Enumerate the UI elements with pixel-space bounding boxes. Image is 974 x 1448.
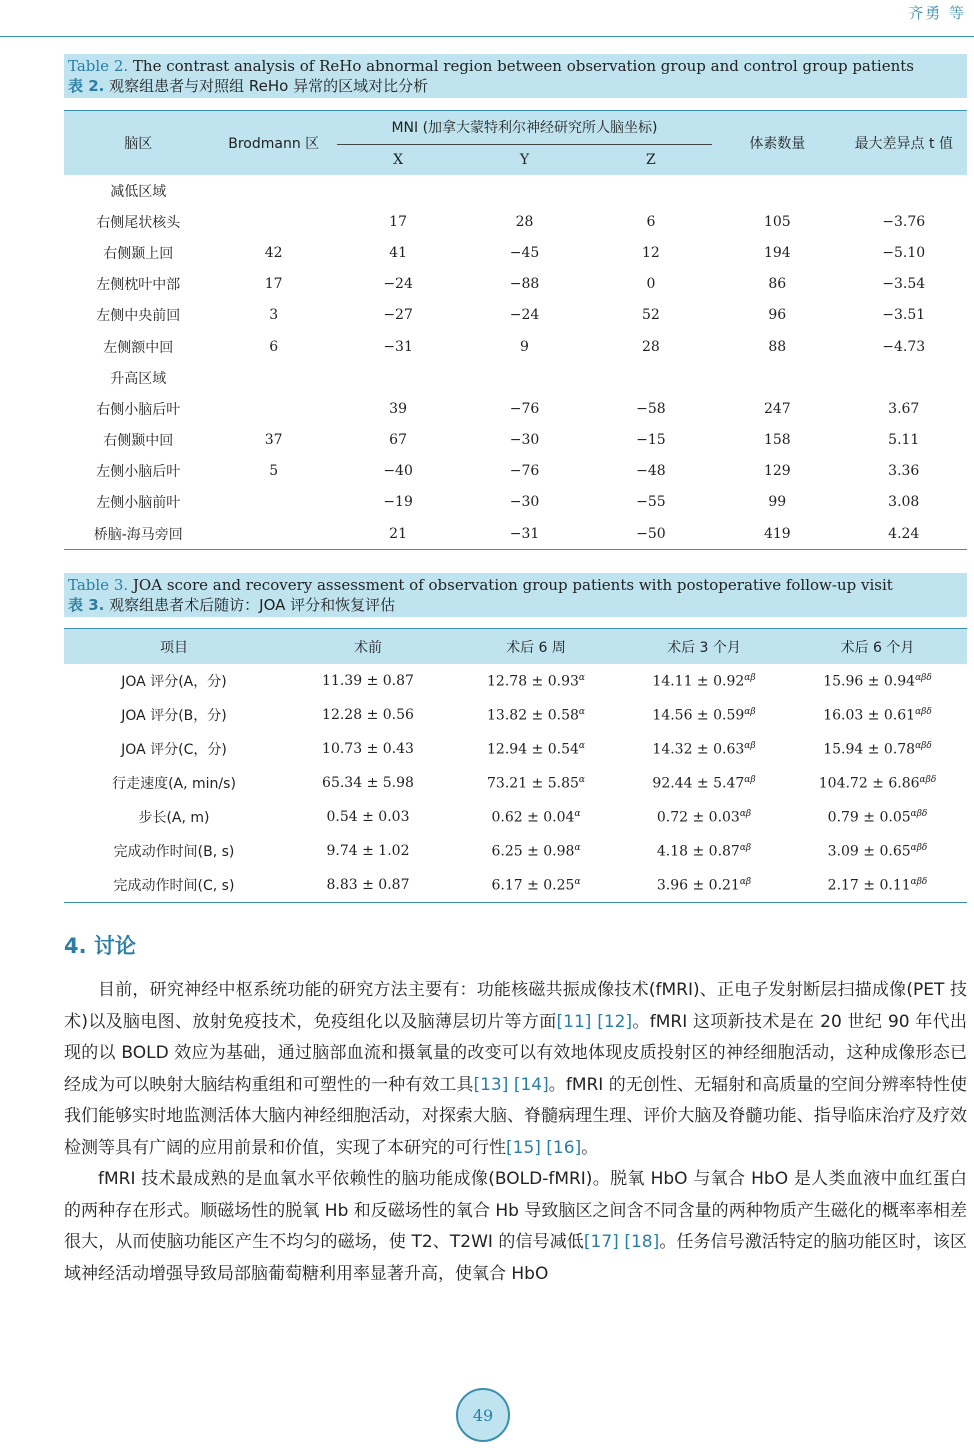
table-row	[64, 518, 967, 550]
t2-header-y: Y	[461, 145, 587, 175]
table-row	[64, 362, 967, 393]
t2-cell-z	[588, 175, 714, 206]
t2-cell-ba: 6	[269, 338, 279, 355]
table3-caption-en: JOA score and recovery assessment of observation group patients with postoperative follow-up visit	[132, 576, 893, 594]
t3-cell-item: JOA 评分(C，分)	[121, 742, 227, 758]
significance-marker: αβδ	[915, 740, 932, 751]
t3-cell-pre: 0.54 ± 0.03	[326, 809, 410, 825]
t3-cell-pre: 12.28 ± 0.56	[322, 707, 414, 723]
t3-cell-w6: $6.17 \pm 0.25^\alpha$	[452, 868, 620, 903]
citation-link[interactable]: [13] [14]	[473, 1074, 549, 1095]
table-row	[64, 456, 967, 487]
significance-marker: αβδ	[915, 672, 932, 683]
t3-cell-m3: $4.18 \pm 0.87^{\alpha\beta}$	[656, 842, 752, 860]
t2-cell-region: 左侧额中回	[103, 339, 174, 356]
t2-cell-ba	[212, 518, 334, 550]
t2-cell-x: −24	[383, 276, 413, 293]
t2-cell-y	[461, 362, 587, 393]
t2-cell-region: 右侧颞上回	[103, 245, 174, 262]
t2-cell-vox: 105	[763, 213, 791, 230]
t2-cell-z: 52	[641, 307, 660, 324]
significance-marker: α	[578, 672, 585, 683]
t2-cell-x: 41	[389, 244, 407, 261]
t2-cell-region: 左侧小脑前叶	[96, 495, 181, 512]
paragraph-1: 目前，研究神经中枢系统功能的研究方法主要有：功能核磁共振成像技术(fMRI)、正电子发射断层扫描成像(PET 技术)以及脑电图、放射免疫技术，免疫组化以及脑薄层切片等方面[11] [12]。fMRI 这项新技术是在 20 世纪 90 年代出现的以 BOLD 效应为基础，通过脑部血流和摄氧量的改变可以有效地体现皮质投射区的神经细胞活动，这种成像形态已经成为可以映射大脑结构重组和可塑性的一种有效工具[13] [14]。fMRI 的无创性、无辐射和高质量的空间分辨率特性使我们能够实时地监测活体大脑内神经细胞活动，对探索大脑、脊髓病理生理、评价大脑及脊髓功能、指导临床治疗及疗效检测等具有广阔的应用前景和价值，实现了本研究的可行性[15] [16]。	[64, 980, 968, 1158]
table2-caption-en-num: Table 2.	[68, 57, 129, 75]
t2-cell-vox: 194	[763, 244, 791, 261]
t3-cell-item: 步长(A, m)	[138, 810, 210, 826]
t2-cell-t: −4.73	[882, 338, 926, 355]
table-row	[64, 237, 967, 268]
t2-header-tmax: 最大差异点 t 值	[841, 111, 967, 176]
t2-cell-y: −30	[509, 494, 540, 511]
t2-cell-t: −5.10	[882, 244, 926, 261]
t2-cell-ba	[212, 206, 334, 237]
header-author: 齐勇 等	[908, 4, 966, 22]
t2-cell-region: 右侧尾状核头	[96, 214, 181, 231]
t2-cell-vox	[714, 175, 840, 206]
table3-caption-cn-num: 表 3.	[68, 596, 105, 614]
t2-cell-y: −31	[461, 518, 587, 550]
t3-cell-m3: $14.56 \pm 0.59^{\alpha\beta}$	[652, 706, 756, 724]
t3-cell-w6: $0.62 \pm 0.04^\alpha$	[491, 808, 581, 826]
t3-header-6w: 术后 6 周	[452, 629, 620, 665]
table2	[64, 110, 967, 550]
t2-cell-x	[335, 175, 461, 206]
t2-cell-vox: 419	[714, 518, 840, 550]
table3-caption-cn: 观察组患者术后随访：JOA 评分和恢复评估	[109, 596, 396, 614]
t2-cell-ba	[212, 393, 334, 424]
t2-cell-t: −3.76	[882, 213, 926, 230]
t2-cell-ba: 42	[264, 244, 283, 261]
t3-cell-m6: $3.09 \pm 0.65^{\alpha\beta\delta}$	[827, 842, 928, 860]
t2-header-x: X	[335, 145, 461, 175]
t3-cell-m6: $0.79 \pm 0.05^{\alpha\beta\delta}$	[827, 808, 928, 826]
table2-caption-cn-num: 表 2.	[68, 77, 105, 95]
t3-cell-pre: 8.83 ± 0.87	[284, 868, 452, 903]
t3-cell-pre: 65.34 ± 5.98	[322, 775, 414, 791]
t2-cell-x: 17	[389, 213, 407, 230]
t2-cell-z: −15	[636, 432, 666, 449]
t2-cell-region: 右侧颞中回	[103, 433, 174, 450]
t3-cell-w6: $12.78 \pm 0.93^\alpha$	[487, 672, 585, 690]
t3-cell-m6: $2.17 \pm 0.11^{\alpha\beta\delta}$	[788, 868, 967, 903]
t2-cell-x	[335, 362, 461, 393]
t3-cell-item: 行走速度(A, min/s)	[112, 776, 236, 792]
t2-cell-region: 左侧中央前回	[96, 308, 181, 325]
t2-cell-vox: 86	[768, 276, 787, 293]
t2-cell-vox: 129	[763, 463, 791, 480]
t3-cell-item: JOA 评分(B，分)	[121, 708, 227, 724]
t3-cell-m3: $14.11 \pm 0.92^{\alpha\beta}$	[652, 672, 756, 690]
table-row	[64, 766, 967, 800]
body-text	[64, 975, 967, 1290]
t2-cell-region: 左侧小脑后叶	[96, 464, 181, 481]
t2-header-voxels: 体素数量	[714, 111, 840, 176]
t2-cell-ba	[212, 362, 334, 393]
t3-cell-m3: $0.72 \pm 0.03^{\alpha\beta}$	[656, 808, 752, 826]
t2-cell-z: −48	[636, 463, 666, 480]
t3-cell-pre: 9.74 ± 1.02	[326, 843, 410, 859]
t2-cell-z: −55	[636, 494, 666, 511]
table-row	[64, 698, 967, 732]
significance-marker: αβδ	[915, 706, 932, 717]
page-number: 49	[456, 1388, 510, 1442]
t2-cell-t: −3.51	[882, 307, 926, 324]
t2-header-region: 脑区	[64, 111, 212, 176]
t2-header-mni: MNI (加拿大蒙特利尔神经研究所人脑坐标)	[335, 111, 714, 146]
significance-marker: αβ	[744, 774, 756, 785]
t2-cell-y: −24	[509, 307, 540, 324]
significance-marker: αβ	[744, 740, 756, 751]
significance-marker: α	[578, 774, 585, 785]
t3-header-item: 项目	[64, 629, 284, 665]
t2-cell-y	[461, 175, 587, 206]
significance-marker: αβ	[739, 842, 752, 853]
t2-cell-region: 桥脑-海马旁回	[64, 518, 212, 550]
t3-cell-item: JOA 评分(A，分)	[121, 674, 227, 690]
table-row	[64, 834, 967, 868]
table-row	[64, 800, 967, 834]
t3-cell-m3: $3.96 \pm 0.21^{\alpha\beta}$	[620, 868, 788, 903]
t2-cell-ba	[212, 175, 334, 206]
t3-cell-w6: $12.94 \pm 0.54^\alpha$	[487, 740, 585, 758]
table-row	[64, 487, 967, 518]
t2-cell-ba: 17	[264, 276, 283, 293]
t2-cell-y: −76	[509, 463, 540, 480]
t2-cell-z: 0	[646, 276, 656, 293]
t2-cell-vox: 158	[763, 432, 791, 449]
table3	[64, 628, 967, 903]
table-row	[64, 868, 967, 903]
t2-cell-x: −19	[383, 494, 413, 511]
t2-cell-z: 28	[641, 338, 660, 355]
t2-header-brodmann: Brodmann 区	[212, 111, 334, 176]
citation-link[interactable]: [15] [16]	[506, 1137, 582, 1158]
table-row	[64, 393, 967, 424]
t2-cell-t: −3.54	[882, 276, 926, 293]
table-row	[64, 269, 967, 300]
t2-cell-z: 12	[641, 244, 660, 261]
table2-caption-en: The contrast analysis of ReHo abnormal region between observation group and control group patients	[132, 57, 914, 75]
paragraph-2: fMRI 技术最成熟的是血氧水平依赖性的脑功能成像(BOLD-fMRI)。脱氧 HbO 与氧合 HbO 是人类血液中血红蛋白的两种存在形式。顺磁场性的脱氧 Hb 和反磁场性的氧合 Hb 导致脑区之间含不同含量的两种物质产生磁化的概率率相差很大，从而使脑功能区产生不均匀的磁场，使 T2、T2WI 的信号减低[17] [18]。任务信号激活特定的脑功能区时，该区域神经活动增强导致局部脑葡萄糖利用率显著升高，使氧合 HbO	[64, 1169, 968, 1284]
t3-cell-item: 完成动作时间(C, s)	[64, 868, 284, 903]
t2-cell-x: −40	[383, 463, 413, 480]
t3-cell-m3: $92.44 \pm 5.47^{\alpha\beta}$	[652, 774, 756, 792]
t3-cell-item: 完成动作时间(B, s)	[113, 844, 235, 860]
table-row	[64, 664, 967, 698]
significance-marker: αβδ	[910, 842, 928, 853]
t2-cell-vox	[714, 362, 840, 393]
significance-marker: αβδ	[919, 774, 937, 785]
t2-cell-z: −58	[636, 400, 666, 417]
t2-cell-t	[841, 175, 967, 206]
t2-cell-ba: 5	[269, 463, 279, 480]
table-row	[64, 300, 967, 331]
t2-cell-ba: 37	[264, 432, 283, 449]
citation-link[interactable]: [17] [18]	[583, 1232, 660, 1252]
table-row	[64, 175, 967, 206]
t2-cell-t: 3.08	[888, 494, 920, 511]
t2-cell-t: 3.67	[888, 400, 920, 417]
t3-cell-pre: 11.39 ± 0.87	[322, 673, 414, 689]
t3-header-pre: 术前	[284, 629, 452, 665]
t2-cell-region: 升高区域	[110, 370, 167, 387]
t2-cell-y: 28	[515, 213, 534, 230]
t3-header-6m: 术后 6 个月	[788, 629, 967, 665]
table-row	[64, 206, 967, 237]
t2-cell-t: 5.11	[888, 432, 920, 449]
header-rule	[0, 36, 974, 37]
t2-cell-x: −31	[383, 338, 413, 355]
t2-cell-vox: 247	[763, 400, 791, 417]
t2-cell-x: 39	[389, 400, 407, 417]
t3-cell-m3: $14.32 \pm 0.63^{\alpha\beta}$	[652, 740, 756, 758]
table3-caption	[64, 573, 967, 617]
significance-marker: αβ	[739, 808, 752, 819]
significance-marker: αβ	[744, 672, 756, 683]
t2-cell-vox: 88	[768, 338, 787, 355]
significance-marker: αβ	[744, 706, 756, 717]
significance-marker: α	[578, 740, 585, 751]
t3-cell-m6: $16.03 \pm 0.61^{\alpha\beta\delta}$	[823, 706, 932, 724]
t2-cell-x: 67	[389, 432, 407, 449]
t2-cell-y: 9	[520, 338, 529, 355]
t2-cell-z: 6	[646, 213, 656, 230]
t2-cell-region: 右侧小脑后叶	[96, 401, 181, 418]
significance-marker: α	[574, 842, 581, 853]
significance-marker: α	[578, 706, 585, 717]
significance-marker: αβ	[739, 876, 752, 887]
t2-cell-vox: 96	[768, 307, 787, 324]
t2-cell-x: 21	[335, 518, 461, 550]
significance-marker: α	[574, 808, 581, 819]
t3-cell-w6: $73.21 \pm 5.85^\alpha$	[487, 774, 585, 792]
table3-caption-en-num: Table 3.	[68, 576, 129, 594]
table-row	[64, 732, 967, 766]
t3-cell-m6: $104.72 \pm 6.86^{\alpha\beta\delta}$	[818, 774, 937, 792]
table2-caption-cn: 观察组患者与对照组 ReHo 异常的区域对比分析	[109, 77, 429, 95]
t2-cell-t	[841, 362, 967, 393]
t2-cell-x: −27	[383, 307, 413, 324]
significance-marker: α	[574, 876, 581, 887]
t3-cell-pre: 10.73 ± 0.43	[322, 741, 414, 757]
t2-cell-t: 3.36	[888, 463, 920, 480]
t2-cell-z	[588, 362, 714, 393]
significance-marker: αβδ	[910, 808, 928, 819]
t2-cell-ba: 3	[269, 307, 279, 324]
t2-header-z: Z	[588, 145, 714, 175]
t3-cell-w6: $13.82 \pm 0.58^\alpha$	[487, 706, 585, 724]
t3-cell-m6: $15.94 \pm 0.78^{\alpha\beta\delta}$	[823, 740, 932, 758]
t2-cell-z: −50	[588, 518, 714, 550]
t2-cell-y: −76	[509, 400, 540, 417]
table2-caption	[64, 54, 967, 98]
t3-cell-m6: $15.96 \pm 0.94^{\alpha\beta\delta}$	[823, 672, 932, 690]
significance-marker: αβδ	[910, 876, 928, 887]
t2-cell-ba	[212, 487, 334, 518]
t2-cell-y: −88	[509, 276, 540, 293]
t3-header-3m: 术后 3 个月	[620, 629, 788, 665]
table-row	[64, 331, 967, 362]
t2-cell-vox: 99	[768, 494, 787, 511]
t3-cell-w6: $6.25 \pm 0.98^\alpha$	[491, 842, 581, 860]
t2-cell-region: 减低区域	[110, 183, 167, 200]
t2-cell-region: 左侧枕叶中部	[96, 277, 181, 294]
t2-cell-y: −45	[509, 244, 540, 261]
citation-link[interactable]: [11] [12]	[556, 1011, 633, 1032]
table-row	[64, 425, 967, 456]
t2-cell-t: 4.24	[841, 518, 967, 550]
t2-cell-y: −30	[509, 432, 540, 449]
section-title: 4. 讨论	[64, 934, 136, 958]
